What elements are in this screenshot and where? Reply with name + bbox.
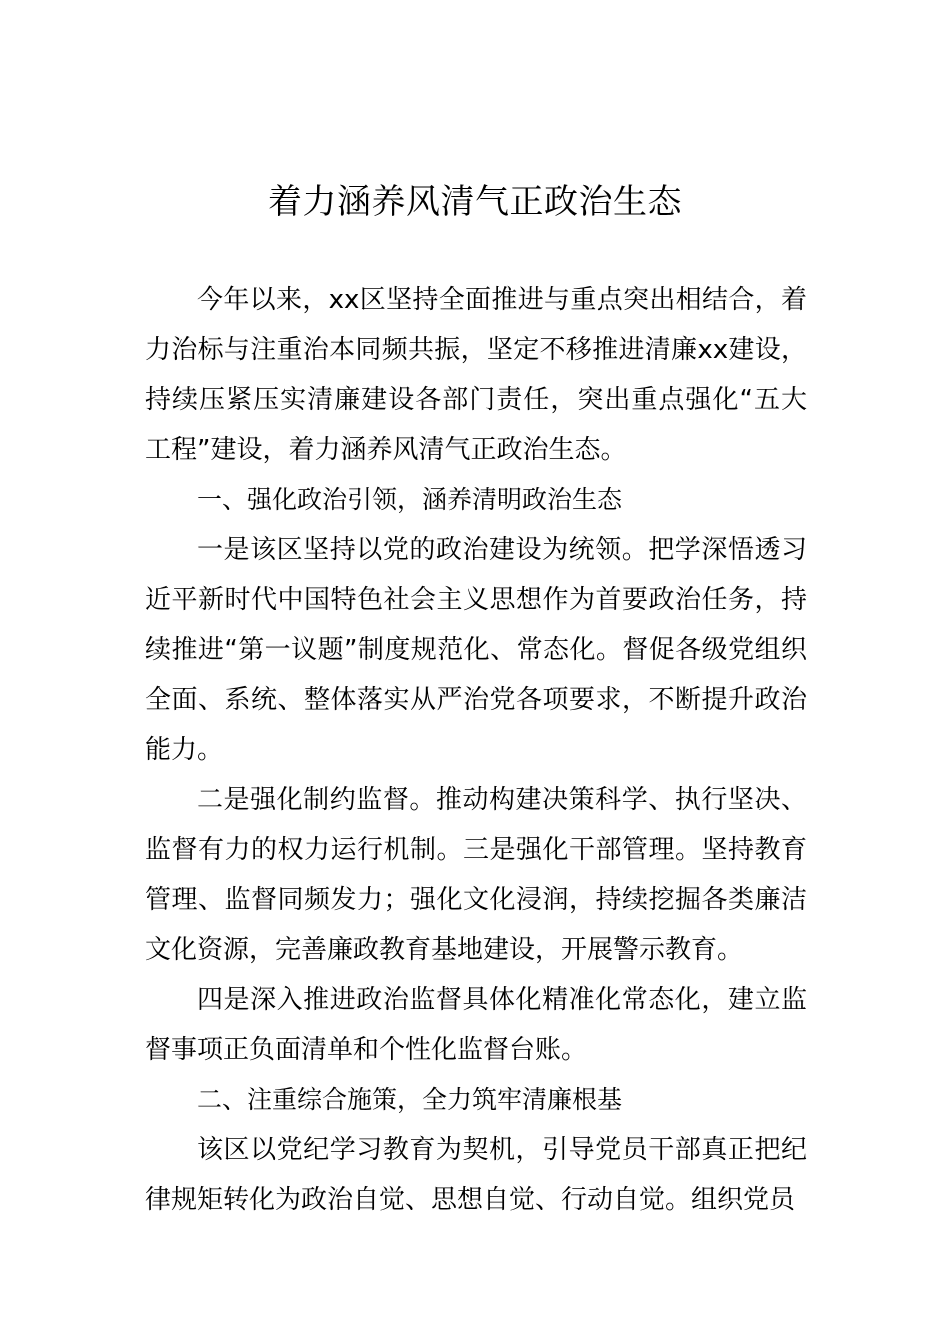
- document-title: 着力涵养风清气正政治生态: [268, 182, 682, 222]
- document-body: [145, 275, 807, 1225]
- body-paragraph: 二是强化制约监督。推动构建决策科学、执行坚决、监督有力的权力运行机制。三是强化干部管理。坚持教育管理、监督同频发力；强化文化浸润，持续挖掘各类廉洁文化资源，完善廉政教育基地建设，开展警示教育。: [145, 785, 807, 965]
- body-paragraph: 四是深入推进政治监督具体化精准化常态化，建立监督事项正负面清单和个性化监督台账。: [145, 985, 807, 1065]
- section-heading-2: 二、注重综合施策，全力筑牢清廉根基: [197, 1085, 623, 1114]
- intro-paragraph: 今年以来，xx区坚持全面推进与重点突出相结合，着力治标与注重治本同频共振，坚定不移推进清廉xx建设，持续压紧压实清廉建设各部门责任，突出重点强化“五大工程”建设，着力涵养风清气正政治生态。: [145, 285, 807, 465]
- body-paragraph: 一是该区坚持以党的政治建设为统领。把学深悟透习近平新时代中国特色社会主义思想作为首要政治任务，持续推进“第一议题”制度规范化、常态化。督促各级党组织全面、系统、整体落实从严治党各项要求，不断提升政治能力。: [145, 535, 807, 765]
- section-heading-1: 一、强化政治引领，涵养清明政治生态: [197, 485, 623, 514]
- body-paragraph: 该区以党纪学习教育为契机，引导党员干部真正把纪律规矩转化为政治自觉、思想自觉、行动自觉。组织党员: [145, 1135, 807, 1215]
